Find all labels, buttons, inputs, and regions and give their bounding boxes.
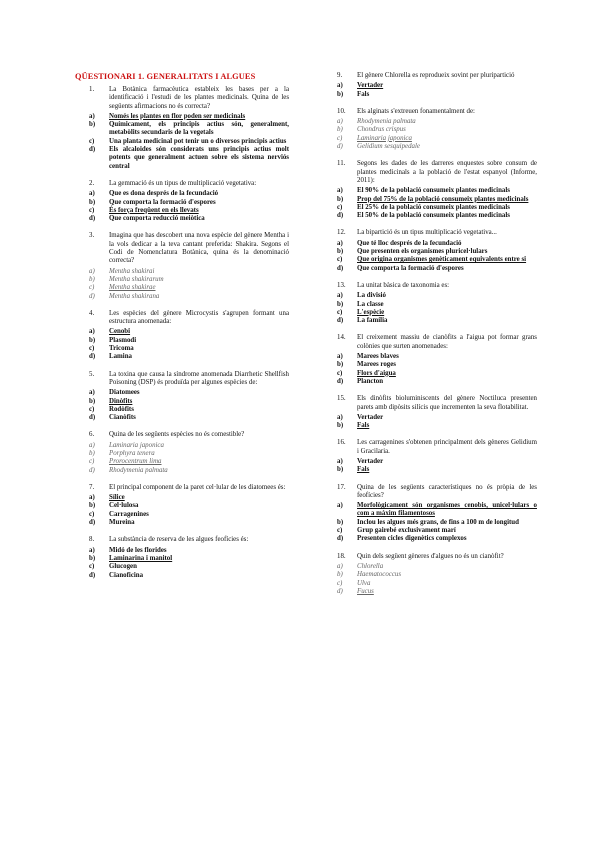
- answer-option: [337, 248, 537, 256]
- answer-option-correct: [337, 82, 537, 90]
- answer-option: [337, 204, 537, 212]
- option-letter: d): [89, 571, 96, 579]
- option-letter: c): [89, 405, 95, 413]
- option-letter: a): [89, 494, 95, 502]
- question-block: [337, 282, 537, 325]
- question-text: Quina de les següents característiques no és pròpia de les feofícies?: [357, 483, 537, 499]
- option-letter: b): [337, 422, 344, 430]
- answer-option-correct: [337, 196, 537, 204]
- question-block: [89, 232, 289, 300]
- option-text: Prop del 75% de la població consumeix plantes medicinals: [357, 195, 529, 203]
- question-block: [89, 86, 289, 171]
- question-number: 12.: [337, 229, 346, 237]
- question-block: [337, 160, 537, 220]
- answer-option: [89, 199, 289, 207]
- option-text: Mureina: [109, 519, 135, 527]
- question-text: Imagina que has descobert una nova espècie del gènere Mentha i la vols dedicar a la teva cantant preferida: Shakira. Segons el Codi de Nomenclatura Botànica, quina és la denominació correcta?: [109, 232, 289, 265]
- answer-option-correct: [337, 502, 537, 519]
- answer-option-correct: [337, 422, 537, 430]
- answer-option: [337, 563, 537, 571]
- question-block: [89, 180, 289, 223]
- answer-option: [89, 450, 289, 458]
- question: [89, 232, 289, 265]
- answer-option-correct: [337, 309, 537, 317]
- option-letter: b): [89, 554, 96, 562]
- option-text: Gelidium sesquipedale: [357, 143, 420, 151]
- option-text: Plasmodi: [109, 336, 137, 344]
- question-number: 1.: [89, 86, 95, 93]
- answer-option: [89, 511, 289, 519]
- question-number: 16.: [337, 439, 346, 447]
- option-text: Presenten cicles digenètics complexos: [357, 535, 467, 543]
- answer-option: [337, 118, 537, 126]
- option-letter: a): [337, 239, 343, 247]
- answer-option: [89, 502, 289, 510]
- question: [89, 431, 289, 439]
- option-text: L'espècie: [357, 308, 385, 316]
- option-text: Chondrus crispus: [357, 126, 406, 134]
- option-text: El 90% de la població consumeix plantes medicinals: [357, 187, 510, 195]
- option-letter: d): [337, 212, 344, 220]
- option-letter: c): [337, 308, 343, 316]
- answer-option: [89, 442, 289, 450]
- option-letter: d): [89, 519, 96, 527]
- option-text: Només les plantes en flor poden ser medicinals: [109, 112, 246, 120]
- question: [337, 439, 537, 456]
- option-letter: d): [337, 143, 343, 151]
- option-letter: d): [89, 146, 96, 154]
- answer-option: [89, 215, 289, 223]
- option-text: Fals: [357, 422, 370, 430]
- answer-option-correct: [337, 370, 537, 378]
- answer-option: [89, 268, 289, 276]
- question-block: [89, 371, 289, 423]
- option-letter: d): [89, 414, 96, 422]
- question-text: La substància de reserva de les algues feofícies és:: [109, 536, 249, 544]
- option-text: Marees blaves: [357, 353, 399, 361]
- option-text: Rodòfits: [109, 405, 134, 413]
- answer-option: [89, 519, 289, 527]
- option-text: Vertader: [357, 413, 384, 421]
- answer-option: [337, 212, 537, 220]
- question-number: 6.: [89, 431, 95, 439]
- option-letter: c): [337, 527, 343, 535]
- option-text: Que presenten els organismes pluricel·lulars: [357, 248, 488, 256]
- option-letter: b): [89, 449, 95, 457]
- answer-option: [89, 146, 289, 171]
- answer-option: [337, 527, 537, 535]
- option-text: Ulva: [357, 579, 371, 587]
- question-block: [337, 334, 537, 386]
- question: [337, 484, 537, 501]
- option-text: Que comporta la formació d'espores: [357, 264, 464, 272]
- option-letter: b): [89, 336, 96, 344]
- option-letter: b): [337, 466, 344, 474]
- option-letter: c): [89, 206, 95, 214]
- answer-option: [337, 187, 537, 195]
- option-letter: a): [337, 82, 343, 90]
- option-text: Cianòfits: [109, 414, 136, 422]
- question-block: [337, 108, 537, 151]
- option-text: Sílice: [109, 494, 125, 502]
- option-text: Haematococcus: [357, 571, 402, 579]
- answer-option: [337, 571, 537, 579]
- option-text: Morfològicament són organismes cenobis, unicel·lulars o com a màxim filamentosos: [357, 502, 537, 518]
- option-letter: b): [337, 571, 343, 579]
- option-text: Laminaria japonica: [109, 441, 164, 449]
- question-text: Els alginats s'extreuen fonamentalment de:: [357, 107, 475, 115]
- option-text: Vertader: [357, 82, 384, 90]
- option-letter: a): [89, 389, 95, 397]
- option-letter: c): [337, 369, 343, 377]
- option-letter: a): [337, 353, 343, 361]
- question: [337, 334, 537, 351]
- question-text: El creixement massiu de cianòfits a l'aigua pot formar grans colònies que surten anomenades:: [357, 334, 537, 350]
- option-letter: d): [337, 587, 343, 595]
- option-letter: a): [89, 190, 95, 198]
- option-text: Plancton: [357, 377, 384, 385]
- option-letter: a): [337, 292, 343, 300]
- option-text: Laminaria japonica: [357, 134, 412, 142]
- question-text: La toxina que causa la síndrome anomenada Diarrhetic Shellfish Poisoning (DSP) és produïda per algunes espècies de:: [109, 370, 289, 386]
- question-text: La gemmació és un tipus de multiplicació vegetativa:: [109, 179, 257, 187]
- option-text: La classe: [357, 300, 384, 308]
- option-text: Vertader: [357, 457, 384, 465]
- answer-option: [337, 143, 537, 151]
- question-number: 10.: [337, 107, 346, 115]
- option-text: Que es dona després de la fecundació: [109, 190, 219, 198]
- option-letter: a): [337, 457, 343, 465]
- option-text: Tricoma: [109, 345, 134, 353]
- option-letter: a): [89, 328, 95, 336]
- option-text: Fals: [357, 466, 370, 474]
- answer-option: [89, 467, 289, 475]
- option-letter: c): [89, 137, 95, 145]
- option-letter: b): [89, 121, 96, 129]
- option-text: Diatomees: [109, 389, 140, 397]
- option-letter: b): [337, 300, 344, 308]
- question: [89, 310, 289, 327]
- option-letter: c): [89, 458, 95, 466]
- answer-option: [89, 138, 289, 146]
- option-text: Lamina: [109, 353, 132, 361]
- option-letter: b): [337, 195, 344, 203]
- question-number: 5.: [89, 370, 95, 378]
- answer-option-correct: [89, 328, 289, 336]
- answer-option: [89, 337, 289, 345]
- question-block: [337, 439, 537, 474]
- question: [337, 108, 537, 116]
- option-text: El 25% de la població consumeix plantes medicinals: [357, 203, 510, 211]
- option-text: La família: [357, 317, 388, 325]
- question: [89, 180, 289, 188]
- answer-option: [337, 240, 537, 248]
- answer-option: [337, 458, 537, 466]
- option-letter: c): [337, 134, 343, 142]
- option-letter: c): [337, 256, 343, 264]
- option-letter: a): [89, 267, 95, 275]
- option-letter: b): [337, 518, 344, 526]
- option-text: Fals: [357, 90, 370, 98]
- option-letter: b): [89, 275, 95, 283]
- answer-option: [337, 580, 537, 588]
- option-letter: b): [337, 126, 343, 134]
- option-text: Cianoficina: [109, 571, 144, 579]
- question-text: El gènere Chlorella es reprodueix sovint per pluripartició: [357, 72, 515, 79]
- option-letter: b): [89, 198, 96, 206]
- option-text: Els alcaloides són considerats uns principis actius molt potents que generalment actuen sobre els sistema nerviós central: [109, 146, 289, 170]
- answer-option: [337, 91, 537, 99]
- question-text: La Botànica farmacèutica estableix les bases per a la identificació i l'estudi de les plantes medicinals. Quina de les següents afirmacions no és correcta?: [109, 86, 289, 110]
- question-number: 13.: [337, 281, 346, 289]
- question-block: [337, 395, 537, 430]
- question-block: [89, 536, 289, 579]
- option-letter: d): [337, 264, 344, 272]
- option-text: Carragenines: [109, 510, 149, 518]
- answer-option: [337, 301, 537, 309]
- question-number: 3.: [89, 232, 95, 240]
- question-block: [89, 310, 289, 362]
- answer-option: [89, 353, 289, 361]
- question-text: La bipartició és un tipus multiplicació vegetativa...: [357, 229, 497, 237]
- question: [89, 86, 289, 111]
- question: [337, 72, 537, 80]
- option-text: La divisió: [357, 292, 386, 300]
- option-text: Que origina organismes genèticament equivalents entre si: [357, 256, 527, 264]
- option-text: Chlorella: [357, 562, 384, 570]
- answer-option: [89, 572, 289, 580]
- option-text: Cenobi: [109, 328, 131, 336]
- answer-option: [337, 317, 537, 325]
- option-letter: c): [89, 563, 95, 571]
- answer-option-correct: [89, 113, 289, 121]
- answer-option-correct: [337, 256, 537, 264]
- question: [89, 484, 289, 492]
- option-letter: b): [337, 361, 344, 369]
- answer-option-correct: [337, 588, 537, 596]
- option-letter: a): [337, 562, 343, 570]
- option-text: Laminarina i manitol: [109, 554, 173, 562]
- question-text: La unitat bàsica de taxonomia es:: [357, 281, 450, 289]
- answer-option: [89, 547, 289, 555]
- option-text: Mentha shakirae: [109, 284, 156, 292]
- question: [89, 536, 289, 544]
- option-letter: a): [337, 118, 343, 126]
- answer-option-correct: [89, 555, 289, 563]
- question-block: [89, 484, 289, 527]
- answer-option: [337, 353, 537, 361]
- option-text: El 50% de la població consumeix plantes medicinals: [357, 212, 510, 220]
- question-number: 9.: [337, 72, 343, 79]
- question-block: [337, 553, 537, 596]
- option-letter: c): [89, 345, 95, 353]
- question-number: 8.: [89, 536, 95, 544]
- answer-option: [89, 293, 289, 301]
- option-text: Dinòfits: [109, 397, 133, 405]
- option-text: Una planta medicinal pot tenir un o diversos principis actius: [109, 137, 287, 145]
- answer-option: [89, 345, 289, 353]
- answer-option-correct: [89, 494, 289, 502]
- option-letter: b): [89, 502, 96, 510]
- question: [337, 553, 537, 561]
- question-text: Quina de les següents espècies no és comestible?: [109, 431, 245, 439]
- option-letter: c): [337, 579, 343, 587]
- option-letter: d): [89, 215, 96, 223]
- option-letter: b): [337, 90, 344, 98]
- option-letter: a): [337, 502, 343, 510]
- answer-option-correct: [89, 398, 289, 406]
- question-text: El principal component de la paret cel·lular de les diatomees és:: [109, 483, 286, 491]
- option-text: Rhodymenia palmata: [109, 466, 168, 474]
- option-letter: b): [89, 397, 96, 405]
- question: [337, 282, 537, 290]
- question-text: Les carragenines s'obtenen principalment dels gèneres Gelidium i Gracilaria.: [357, 439, 537, 455]
- question-block: [337, 229, 537, 272]
- option-letter: d): [89, 353, 96, 361]
- answer-option: [89, 190, 289, 198]
- question-number: 14.: [337, 334, 346, 342]
- answer-option: [337, 378, 537, 386]
- question-number: 4.: [89, 309, 95, 317]
- option-letter: a): [89, 112, 95, 120]
- answer-option-correct: [337, 466, 537, 474]
- question-block: [337, 484, 537, 544]
- option-letter: b): [337, 248, 344, 256]
- question-number: 11.: [337, 160, 346, 168]
- question-text: Els dinòfits bioluminiscents del gènere Noctiluca presenten parets amb dipòsits silícis que incrementen la seva flotabilitat.: [357, 395, 537, 411]
- option-letter: c): [337, 203, 343, 211]
- answer-option-correct: [89, 458, 289, 466]
- answer-option: [337, 292, 537, 300]
- question-number: 2.: [89, 179, 95, 187]
- answer-option: [89, 389, 289, 397]
- option-letter: d): [337, 377, 344, 385]
- option-text: Grup gairebé exclusivament marí: [357, 527, 456, 535]
- option-letter: a): [89, 546, 95, 554]
- option-letter: d): [89, 466, 95, 474]
- answer-option-correct: [89, 207, 289, 215]
- option-text: Prorocentrum lima: [109, 458, 162, 466]
- option-letter: d): [337, 317, 344, 325]
- question-number: 15.: [337, 395, 346, 403]
- answer-option: [337, 535, 537, 543]
- answer-option: [89, 414, 289, 422]
- question-number: 18.: [337, 552, 346, 560]
- option-text: Cel·lulosa: [109, 502, 139, 510]
- question-block: [89, 431, 289, 474]
- option-text: Midó de les florides: [109, 546, 167, 554]
- question: [337, 229, 537, 237]
- question: [337, 395, 537, 412]
- page-title: QÜESTIONARI 1. GENERALITATS I ALGUES: [75, 72, 256, 81]
- option-text: Mentha shakirai: [109, 267, 155, 275]
- answer-option-correct: [89, 284, 289, 292]
- option-text: Mentha shakirana: [109, 292, 160, 300]
- option-text: Flors d'aigua: [357, 369, 396, 377]
- option-letter: a): [337, 413, 343, 421]
- answer-option: [89, 406, 289, 414]
- question-number: 7.: [89, 483, 95, 491]
- option-text: Fucus: [357, 587, 374, 595]
- answer-option: [89, 563, 289, 571]
- option-text: Químicament, els principis actius són, generalment, metabòlits secundaris de la vegetals: [109, 121, 289, 137]
- option-text: Que té lloc després de la fecundació: [357, 239, 462, 247]
- question-text: Segons les dades de les darreres enquestes sobre consum de plantes medicinals a la població de l'estat espanyol (Informe, 2011):: [357, 160, 537, 184]
- question: [337, 160, 537, 185]
- question-number: 17.: [337, 483, 346, 491]
- answer-option: [89, 121, 289, 138]
- option-text: Que comporta la formació d'espores: [109, 198, 216, 206]
- option-text: Rhodymenia palmata: [357, 118, 416, 126]
- right-column: [337, 72, 537, 605]
- option-letter: a): [89, 441, 95, 449]
- option-letter: d): [337, 535, 344, 543]
- option-text: Inclou les algues més grans, de fins a 100 m de longitud: [357, 518, 519, 526]
- left-column: [89, 86, 289, 589]
- answer-option: [337, 414, 537, 422]
- answer-option: [89, 276, 289, 284]
- answer-option: [337, 265, 537, 273]
- option-text: Glucogen: [109, 563, 137, 571]
- option-text: Porphyra tenera: [109, 449, 155, 457]
- option-text: Marees roges: [357, 361, 396, 369]
- question-text: Les espècies del gènere Microcystis s'agrupen formant una estructura anomenada:: [109, 309, 289, 326]
- option-text: És força freqüent en els llevats: [109, 206, 199, 214]
- option-text: Que comporta reducció meiòtica: [109, 215, 205, 223]
- option-letter: c): [89, 510, 95, 518]
- answer-option: [337, 126, 537, 134]
- question: [89, 371, 289, 388]
- option-letter: c): [89, 284, 95, 292]
- question-text: Quin dels següent gèneres d'algues no és un cianòfit?: [357, 552, 504, 560]
- option-letter: d): [89, 292, 95, 300]
- option-text: Mentha shakirarum: [109, 275, 164, 283]
- option-letter: a): [337, 187, 343, 195]
- answer-option: [337, 361, 537, 369]
- answer-option-correct: [337, 135, 537, 143]
- answer-option: [337, 519, 537, 527]
- question-block: [337, 72, 537, 99]
